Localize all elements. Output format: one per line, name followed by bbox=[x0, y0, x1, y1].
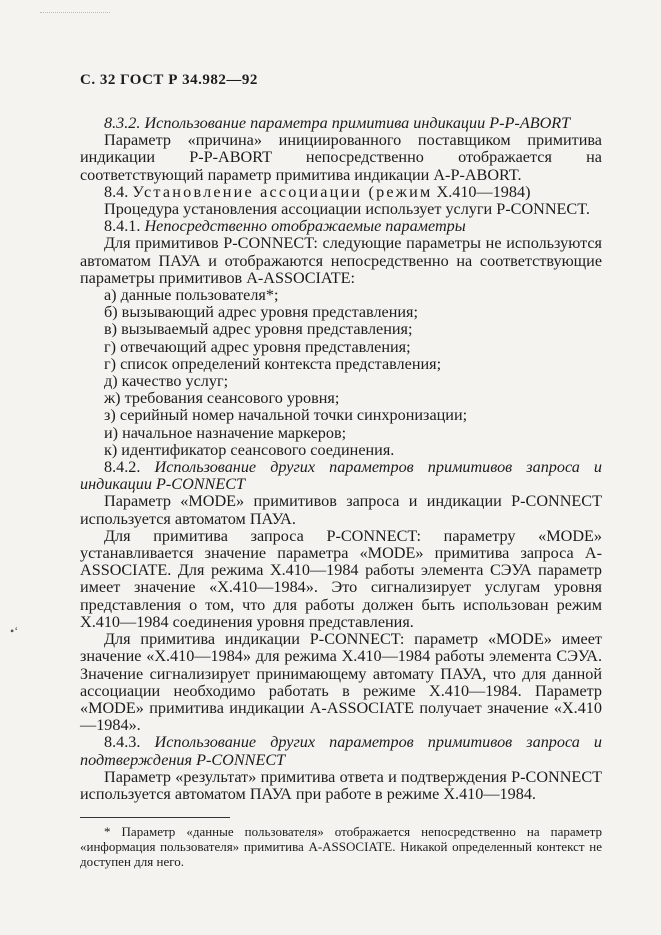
section-8-4-2-text-3: Для примитива индикации P-CONNECT: параметр «MODE» имеет значение «X.410—1984» для режима X.410—1984 работы элемента СЭУА. Значение сигнализирует принимающему автомату ПАУА, что для данной ассоциации необходимо работать в режиме X.410—1984. Параметр «MODE» примитива индикации A-ASSOCIATE получает значение «X.410—1984». bbox=[80, 630, 602, 735]
section-8-4-title: 8.4. Установление ассоциации (режим X.410—1984) bbox=[104, 182, 531, 201]
section-8-4-3-text: Параметр «результат» примитива ответа и подтверждения P-CONNECT используется автоматом ПАУА при работе в режиме X.410—1984. bbox=[80, 767, 602, 803]
section-8-4-2-text-2: Для примитива запроса P-CONNECT: параметру «MODE» устанавливается значение параметра «MODE» примитива запроса A-ASSOCIATE. Для режима X.410—1984 работы элемента СЭУА параметр имеет значение «X.410—1984». Это сигнализирует услугам уровня представления о том, что для работы должен быть использован режим X.410—1984 соединения уровня представления. bbox=[80, 526, 602, 631]
parameter-list bbox=[80, 287, 602, 459]
margin-mark: •‘ bbox=[10, 624, 19, 638]
list-item: к) идентификатор сеансового соединения. bbox=[104, 440, 395, 459]
list-item: г) отвечающий адрес уровня представления; bbox=[104, 337, 411, 356]
list-item: и) начальное назначение маркеров; bbox=[104, 423, 347, 442]
list-item: б) вызывающий адрес уровня представления; bbox=[104, 303, 418, 322]
list-item: ж) требования сеансового уровня; bbox=[104, 389, 340, 408]
list-item: г) список определений контекста представления; bbox=[104, 354, 442, 373]
scan-artifact-line bbox=[40, 12, 110, 13]
section-8-3-2-title: 8.3.2. Использование параметра примитива индикации P-P-ABORT bbox=[104, 114, 571, 132]
section-8-4-2-title: 8.4.2. Использование других параметров примитивов запроса и индикации P-CONNECT bbox=[80, 458, 603, 494]
section-8-4-1-text: Для примитивов P-CONNECT: следующие параметры не используются автоматом ПАУА и отображаются непосредственно на соответствующие параметры примитивов A-ASSOCIATE: bbox=[80, 234, 602, 287]
section-8-4-2-text-1: Параметр «MODE» примитивов запроса и индикации P-CONNECT используется автоматом ПАУА. bbox=[80, 492, 602, 528]
section-8-4-1-title: 8.4.1. Непосредственно отображаемые параметры bbox=[104, 217, 466, 236]
footnote-divider bbox=[80, 817, 230, 818]
list-item: а) данные пользователя*; bbox=[104, 286, 279, 305]
list-item: з) серийный номер начальной точки синхронизации; bbox=[104, 406, 468, 425]
list-item: д) качество услуг; bbox=[104, 372, 229, 391]
section-8-4-text: Процедура установления ассоциации использует услуги P-CONNECT. bbox=[104, 200, 590, 219]
footnote: * Параметр «данные пользователя» отображается непосредственно на параметр «информация пользователя» примитива A-ASSOCIATE. Никакой определенный контекст не доступен для него. bbox=[80, 824, 602, 870]
document-page bbox=[80, 72, 602, 869]
page-header: С. 32 ГОСТ Р 34.982—92 bbox=[80, 72, 258, 88]
list-item: в) вызываемый адрес уровня представления; bbox=[104, 320, 413, 339]
section-8-4-3-title: 8.4.3. Использование других параметров примитивов запроса и подтверждения P-CONNECT bbox=[80, 733, 603, 769]
section-8-3-2-text: Параметр «причина» инициированного поставщиком примитива индикации P-P-ABORT непосредственно отображается на соответствующий параметр примитива индикации A-P-ABORT. bbox=[80, 131, 602, 184]
